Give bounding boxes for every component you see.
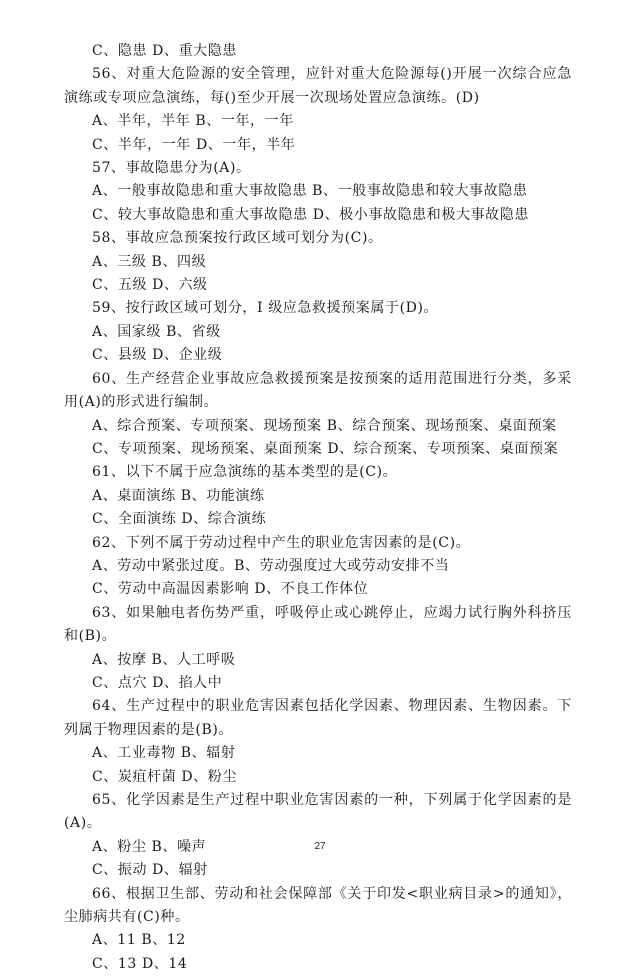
option-line: A、一般事故隐患和重大事故隐患 B、一般事故隐患和较大事故隐患 [92,183,528,200]
option-line: C、劳动中高温因素影响 D、不良工作体位 [92,581,369,598]
option-line: A、半年，半年 B、一年，一年 [92,113,294,130]
question-58: 58、事故应急预案按行政区域可划分为(C)。 [92,230,383,247]
question-65: 65、化学因素是生产过程中职业危害因素的一种，下列属于化学因素的是(A)。 [64,792,572,832]
option-line: C、专项预案、现场预案、桌面预案 D、综合预案、专项预案、桌面预案 [92,440,559,457]
question-63: 63、如果触电者伤势严重，呼吸停止或心跳停止，应竭力试行胸外科挤压和(B)。 [64,604,572,645]
option-line: C、五级 D、六级 [92,277,208,294]
question-60: 60、生产经营企业事故应急救援预案是按预案的适用范围进行分类，多采用(A)的形式进行编制。 [64,370,572,411]
option-line: A、11 B、12 [92,932,186,949]
question-66: 66、根据卫生部、劳动和社会保障部《关于印发<职业病目录>的通知》，尘肺病共有(C)种。 [64,885,572,926]
option-line: A、综合预案、专项预案、现场预案 B、综合预案、现场预案、桌面预案 [92,417,557,434]
option-line: A、粉尘 B、噪声 [92,838,207,855]
option-line: C、振动 D、辐射 [92,862,208,879]
question-57: 57、事故隐患分为(A)。 [92,160,251,177]
page-body [64,40,572,976]
option-line: A、工业毒物 B、辐射 [92,745,236,762]
question-59: 59、按行政区域可划分，I 级应急救援预案属于(D)。 [92,300,439,317]
option-line: C、点穴 D、掐人中 [92,674,223,691]
option-line: C、全面演练 D、综合演练 [92,511,267,528]
option-line: A、按摩 B、人工呼吸 [92,651,236,668]
option-line: A、国家级 B、省级 [92,323,221,340]
question-62: 62、下列不属于劳动过程中产生的职业危害因素的是(C)。 [92,534,471,551]
option-line: C、县级 D、企业级 [92,347,223,364]
question-64: 64、生产过程中的职业危害因素包括化学因素、物理因素、生物因素。下列属于物理因素的是(B)。 [64,698,572,738]
option-line: C、炭疽杆菌 D、粉尘 [92,768,237,785]
option-line: C、半年，一年 D、一年，半年 [92,136,296,153]
page-number: 27 [314,841,326,852]
option-line: C、隐患 D、重大隐患 [92,43,237,59]
option-line: A、三级 B、四级 [92,253,207,270]
question-61: 61、以下不属于应急演练的基本类型的是(C)。 [92,464,398,481]
option-line: C、较大事故隐患和重大事故隐患 D、极小事故隐患和极大事故隐患 [92,206,529,223]
option-line: A、桌面演练 B、功能演练 [92,487,265,504]
option-line: C、13 D、14 [92,955,188,972]
question-56: 56、对重大危险源的安全管理，应针对重大危险源每()开展一次综合应急演练或专项应急演练，每()至少开展一次现场处置应急演练。(D) [64,66,572,106]
option-line: A、劳动中紧张过度。B、劳动强度过大或劳动安排不当 [92,557,450,574]
